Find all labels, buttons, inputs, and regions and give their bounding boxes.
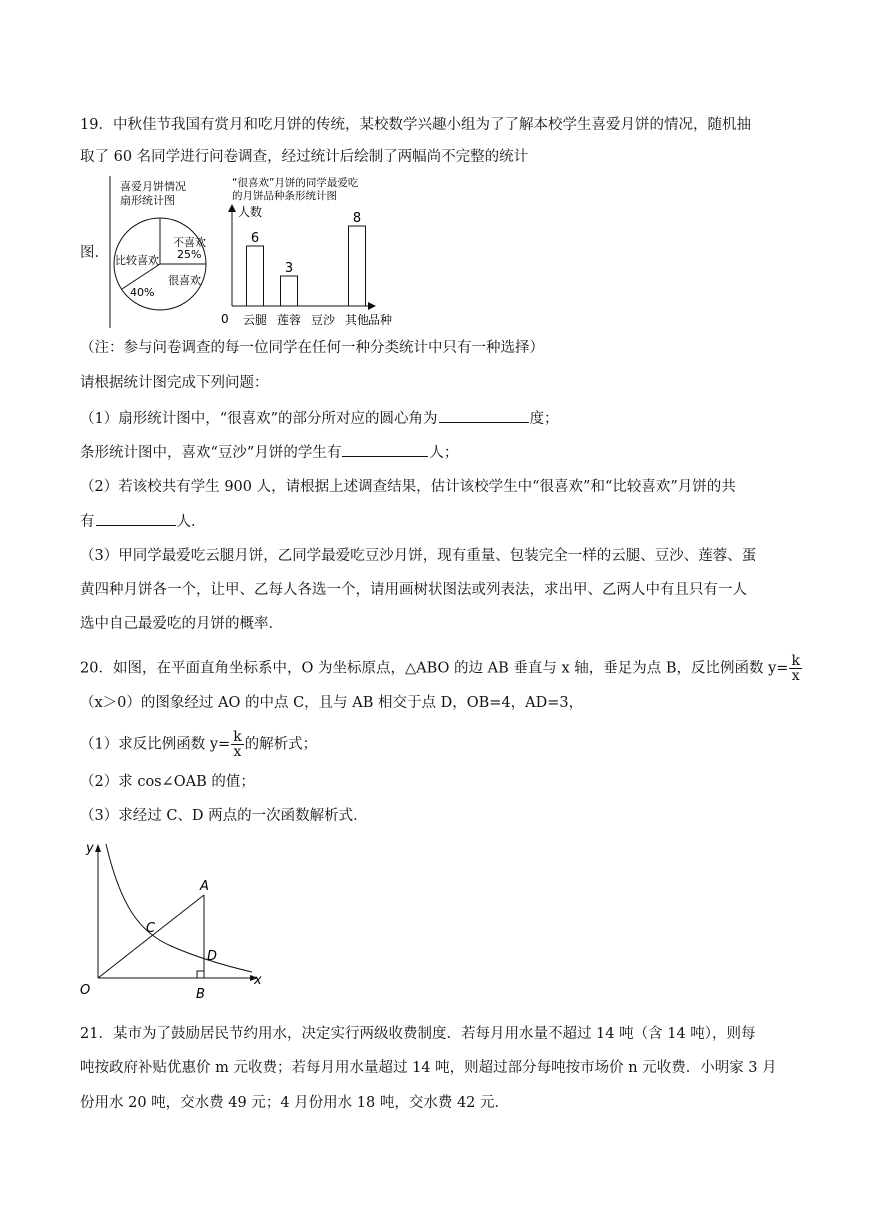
graph-label-y: y bbox=[86, 841, 94, 856]
q20-line-2: （x＞0）的图象经过 AO 的中点 C，且与 AB 相交于点 D，OB=4，AD=3， bbox=[80, 695, 584, 711]
q19-part1b bbox=[80, 442, 458, 463]
bar-value-3: 8 bbox=[352, 211, 362, 226]
q20-part3: （3）求经过 C、D 两点的一次函数解析式． bbox=[80, 808, 368, 824]
q19-part2b-text: 有 bbox=[80, 514, 95, 530]
bar-category-1: 莲蓉 bbox=[276, 313, 302, 327]
pie-chart bbox=[114, 218, 206, 310]
pie-value-bijiaoxihuan: 40% bbox=[130, 286, 155, 299]
q21-line-3: 份用水 20 吨，交水费 49 元；4 月份用水 18 吨，交水费 42 元． bbox=[80, 1095, 510, 1111]
q19-part1b-unit: 人； bbox=[429, 445, 459, 461]
q20-line-1-text: 20．如图，在平面直角坐标系中，O 为坐标原点，△ABO 的边 AB 垂直与 x 轴，垂足为点 B，反比例函数 y= bbox=[80, 660, 789, 677]
bar-3 bbox=[349, 226, 366, 306]
graph-label-C: C bbox=[146, 921, 156, 936]
bar-1 bbox=[281, 276, 298, 306]
pie-title-2: 扇形统计图 bbox=[120, 194, 175, 207]
q19-figure-svg bbox=[108, 176, 398, 330]
q19-part3-line-3: 选中自己最爱吃的月饼的概率． bbox=[80, 616, 283, 632]
q19-part1a bbox=[80, 408, 559, 429]
q20-part1 bbox=[80, 730, 317, 759]
graph-label-A: A bbox=[200, 879, 209, 894]
q19-tu: 图． bbox=[80, 245, 109, 261]
answer-blank-dousha[interactable] bbox=[342, 442, 428, 457]
answer-blank-total[interactable] bbox=[96, 511, 176, 526]
bar-xlabel: 品种 bbox=[368, 313, 393, 327]
q19-part1a-unit: 度； bbox=[529, 411, 559, 427]
bar-chart bbox=[221, 176, 392, 327]
graph-label-x: x bbox=[254, 973, 262, 988]
q21-line-1: 21．某市为了鼓励居民节约用水，决定实行两级收费制度．若每月用水量不超过 14 吨（含 14 吨），则每 bbox=[80, 1026, 756, 1042]
q19-part2a: （2）若该校共有学生 900 人，请根据上述调查结果，估计该校学生中“很喜欢”和“比较喜欢”月饼的共 bbox=[80, 479, 736, 495]
q20-part1-tail: 的解析式； bbox=[244, 736, 318, 753]
pie-value-buxihuan: 25% bbox=[177, 248, 202, 261]
q19-part3-line-2: 黄四种月饼各一个，让甲、乙每人各选一个，请用画树状图法或列表法，求出甲、乙两人中有且只有一人 bbox=[80, 582, 747, 598]
q19-line-1: 19．中秋佳节我国有赏月和吃月饼的传统，某校数学兴趣小组为了了解本校学生喜爱月饼的情况，随机抽 bbox=[80, 117, 751, 133]
bar-ylabel: 人数 bbox=[238, 205, 263, 219]
graph-label-D: D bbox=[207, 949, 218, 964]
bar-category-2: 豆沙 bbox=[310, 313, 336, 327]
bar-value-labels bbox=[251, 211, 361, 276]
bar-value-1: 3 bbox=[284, 261, 294, 276]
graph-hyperbola bbox=[106, 844, 252, 972]
bar-category-labels bbox=[243, 312, 369, 327]
bar-y-arrow bbox=[228, 204, 236, 212]
answer-blank-angle[interactable] bbox=[439, 408, 529, 423]
graph-right-angle bbox=[197, 971, 204, 978]
fraction-k-over-x: $\frac{k}{x}$ bbox=[791, 653, 800, 684]
q19-note: （注：参与问卷调查的每一位同学在任何一种分类统计中只有一种选择） bbox=[80, 340, 544, 356]
q21-line-2: 吨按政府补贴优惠价 m 元收费；若每月用水量超过 14 吨，则超过部分每吨按市场价 n 元收费．小明家 3 月 bbox=[80, 1060, 777, 1076]
pie-label-henxihuan: 很喜欢 bbox=[168, 274, 201, 287]
q19-part3-line-1: （3）甲同学最爱吃云腿月饼，乙同学最爱吃豆沙月饼，现有重量、包装完全一样的云腿、豆沙、莲蓉、蛋 bbox=[80, 548, 757, 564]
q19-instructions: 请根据统计图完成下列问题： bbox=[80, 375, 269, 391]
q20-graph bbox=[76, 838, 276, 1012]
bar-title-2: 的月饼品种条形统计图 bbox=[232, 190, 337, 202]
pie-title-1: 喜爱月饼情况 bbox=[120, 180, 186, 193]
q19-part1a-text: （1）扇形统计图中，“很喜欢”的部分所对应的圆心角为 bbox=[80, 411, 438, 427]
q20-graph-svg bbox=[76, 838, 276, 1008]
bar-0 bbox=[247, 246, 264, 306]
pie-label-buxihuan: 不喜欢 bbox=[173, 236, 206, 249]
fraction-k-over-x-2: $\frac{k}{x}$ bbox=[233, 729, 242, 760]
bar-x-arrow bbox=[368, 302, 376, 310]
bar-origin: 0 bbox=[221, 312, 229, 326]
graph-label-O: O bbox=[80, 983, 91, 998]
bar-category-3: 其他 bbox=[344, 313, 370, 327]
q19-figure bbox=[108, 176, 398, 334]
pie-label-bijiaoxihuan: 比较喜欢 bbox=[115, 254, 159, 267]
bar-marks bbox=[247, 226, 366, 306]
graph-y-arrow bbox=[95, 844, 101, 852]
graph-segment-OA bbox=[98, 895, 204, 978]
q19-line-2: 取了 60 名同学进行问卷调查，经过统计后绘制了两幅尚不完整的统计 bbox=[80, 149, 529, 165]
q20-line-1 bbox=[80, 654, 803, 683]
q19-part1b-text: 条形统计图中，喜欢“豆沙”月饼的学生有 bbox=[80, 445, 342, 461]
bar-value-0: 6 bbox=[250, 231, 260, 246]
q20-part1-text: （1）求反比例函数 y= bbox=[80, 736, 231, 753]
q19-part2b bbox=[80, 511, 206, 532]
bar-category-0: 云腿 bbox=[242, 313, 268, 327]
q20-part2: （2）求 cos∠OAB 的值； bbox=[80, 774, 255, 790]
bar-title-1: “很喜欢”月饼的同学最爱吃 bbox=[232, 177, 359, 189]
graph-label-B: B bbox=[196, 987, 205, 1002]
q19-part2b-unit: 人． bbox=[176, 514, 206, 530]
